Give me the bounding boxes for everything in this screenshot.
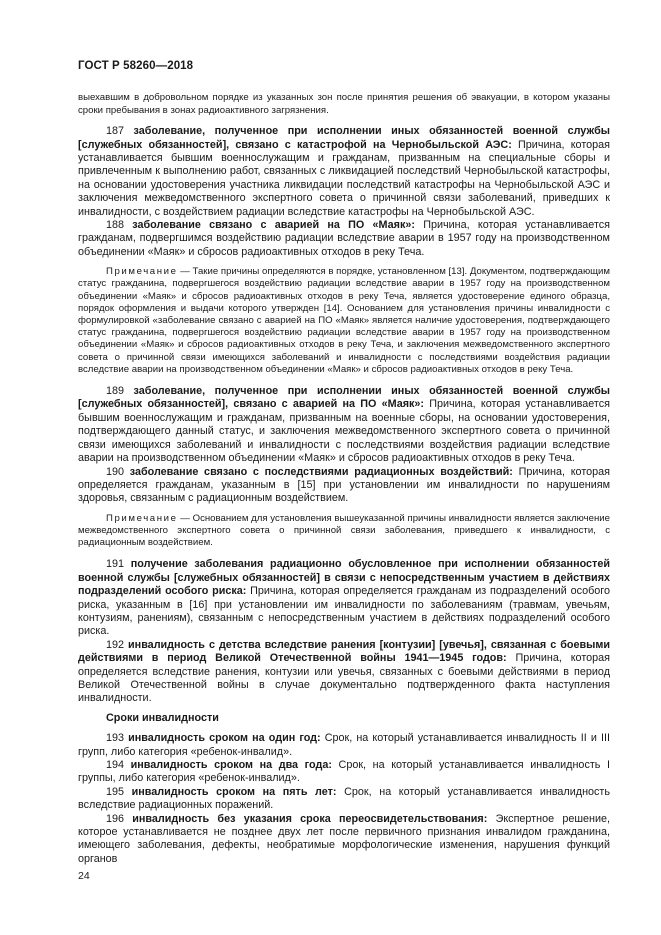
term-title: получение заболевания радиационно обусловленное при исполнении обязанностей военной службы [служебных обязанностей] в связи с непосредственным участием в действиях подразделений особого риска:: [78, 558, 610, 598]
term-192: [78, 639, 610, 706]
term-number: 188: [106, 219, 125, 232]
note-190: [78, 513, 610, 550]
term-definition: Причина, которая устанавливается бывшим военнослужащим и гражданам, призванным на военные сборы, на основании удостоверения, подтверждающего данный статус, и заключения межведомственного экспертного совета о причинной связи имеющихся заболеваний и инвалидности с последствиями воздействия радиации вследствие аварии на производственном объединении «Маяк» и сбросов радиоактивных отходов в реку Теча.: [78, 398, 611, 465]
term-number: 187: [106, 125, 125, 138]
term-196: [78, 813, 610, 867]
term-number: 189: [106, 385, 125, 398]
term-definition: Срок, на который устанавливается инвалидность I группы, либо категория «ребенок-инвалид».: [78, 759, 610, 785]
term-number: 196: [106, 812, 125, 825]
term-number: 190: [106, 465, 125, 478]
term-title: инвалидность сроком на пять лет:: [131, 785, 337, 798]
note-188: [78, 266, 610, 376]
term-189: [78, 385, 610, 465]
term-title: инвалидность без указания срока переосвидетельствования:: [132, 812, 488, 825]
document-body: [78, 92, 610, 866]
term-definition: Экспертное решение, которое устанавливается не позднее двух лет после первичного признания инвалидом гражданина, имеющего заболевания, дефекты, необратимые морфологические изменения, нарушения функций органов: [78, 812, 611, 865]
term-definition: Причина, которая определяется гражданам из подразделений особого риска, указанным в [16] при установлении им инвалидности по заболеваниям (травмам, увечьям, контузиям, ранениям), связанным с непосредственным участием в действиях подразделений особого риска.: [78, 585, 610, 638]
term-title: заболевание, полученное при исполнении иных обязанностей военной службы [служебных обязанностей], связано с аварией на ПО «Маяк»:: [78, 385, 610, 411]
term-definition: Причина, которая определяется гражданам, указанным в [15] при установлении им инвалидности по нарушениям здоровья, связанным с радиационным воздействием.: [78, 465, 610, 505]
term-188: [78, 219, 610, 259]
intro-paragraph: выехавшим в добровольном порядке из указанных зон после принятия решения об эвакуации, в котором указаны сроки пребывания в зонах радиоактивного загрязнения.: [78, 92, 610, 116]
term-title: инвалидность с детства вследствие ранения [контузии] [увечья], связанная с боевыми действиями в период Великой Отечественной войны 1941—1945 годов:: [78, 638, 610, 665]
term-193: [78, 732, 610, 759]
term-definition: Причина, которая определяется вследствие ранения, контузии или увечья, связанных с боевыми действиями в период Великой Отечественной войны в случае документально подтвержденного факта наступления инвалидности.: [78, 652, 611, 705]
term-definition: Срок, на который устанавливается инвалидность вследствие радиационных поражений.: [78, 785, 611, 812]
term-title: заболевание связано с аварией на ПО «Маяк»:: [132, 219, 415, 232]
note-text: — Такие причины определяются в порядке, установленном [13]. Документом, подтверждающим статус гражданина, подвергшегося воздействию радиации вследствие аварии в 1957 году на производственном объединении «Маяк» и сбросов радиоактивных отходов в реку Теча, является удостоверение единого образца, порядок оформления и выдачи которого утвержден [14]. Основанием для установления причины инвалидности с формулировкой «заболевание связано с аварией на ПО «Маяк» является наличие удостоверения, подтверждающего статус гражданина, подвергшегося воздействию радиации вследствие аварии в 1957 году на производственном объединении «Маяк» и сбросов радиоактивных отходов в реку Теча, и заключения межведомственного экспертного совета о причинной связи имеющихся заболеваний и инвалидности с последствиями воздействия радиации вследствие аварии на производственном объединении «Маяк» и сбросов радиоактивных отходов в реку Теча.: [78, 266, 610, 375]
section-heading: Сроки инвалидности: [106, 711, 219, 724]
term-number: 191: [106, 558, 125, 571]
term-definition: Причина, которая устанавливается гражданам, подвергшимся воздействию радиации вследствие аварии в 1957 году на производственном объединении «Маяк» и сбросов радиоактивных отходов в реку Теча.: [78, 219, 611, 258]
term-194: [78, 759, 610, 786]
term-190: [78, 466, 610, 506]
term-187: [78, 125, 610, 219]
note-text: — Основанием для установления вышеуказанной причины инвалидности является заключение межведомственного экспертного совета о причинной связи заболевания, приведшего к инвалидности, с радиационным воздействием.: [78, 512, 610, 549]
term-number: 193: [106, 732, 125, 745]
term-number: 194: [106, 759, 125, 772]
term-title: инвалидность сроком на два года:: [130, 759, 332, 772]
term-number: 192: [106, 638, 125, 651]
term-number: 195: [106, 785, 125, 798]
term-195: [78, 786, 610, 813]
term-title: инвалидность сроком на один год:: [128, 732, 321, 745]
note-label: Примечание: [106, 266, 178, 278]
term-191: [78, 558, 610, 638]
note-label: Примечание: [106, 512, 178, 524]
term-title: заболевание связано с последствиями радиационных воздействий:: [129, 465, 513, 478]
term-definition: Причина, которая устанавливается бывшим военнослужащим и гражданам, призванным на специальные сборы и привлеченным к выполнению работ, связанных с ликвидацией последствий Чернобыльской катастрофы, на основании удостоверения участника ликвидации последствий катастрофы на Чернобыльской АЭС и заключения межведомственного экспертного совета о причинной связи заболеваний, приведших к инвалидности, с воздействием радиации вследствие катастрофы на Чернобыльской АЭС.: [78, 138, 611, 218]
document-header: ГОСТ Р 58260—2018: [78, 60, 194, 72]
term-title: заболевание, полученное при исполнении иных обязанностей военной службы [служебных обязанностей], связано с катастрофой на Чернобыльской АЭС:: [78, 125, 610, 151]
page-number: 24: [78, 870, 90, 882]
term-definition: Срок, на который устанавливается инвалидность II и III групп, либо категория «ребенок-инвалид».: [78, 732, 610, 758]
